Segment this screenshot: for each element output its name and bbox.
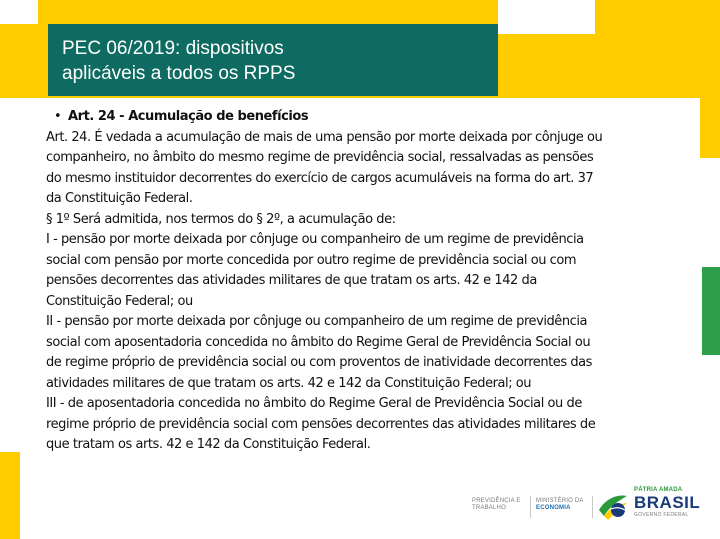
previdencia-line-2: TRABALHO — [472, 505, 506, 511]
body-line: da Constituição Federal. — [46, 191, 193, 206]
top-right-yellow-block — [595, 0, 720, 34]
body-line: do mesmo instituidor decorrentes do exercício de cargos acumuláveis na forma do art. 37 — [46, 170, 594, 186]
body-line: I - pensão por morte deixada por cônjuge ou companheiro de um regime de previdência — [46, 232, 584, 247]
patria-amada-text: PÁTRIA AMADA — [634, 487, 683, 493]
body-line: II - pensão por morte deixada por cônjuge ou companheiro de um regime de previdência — [46, 314, 588, 329]
body-line: social com aposentadoria concedida no âmbito do Regime Geral de Previdência Social ou — [46, 334, 591, 350]
body-line: regime próprio de previdência social com pensões decorrentes das atividades militares de — [46, 416, 596, 432]
footer-logos — [470, 484, 710, 528]
patria-amada-brasil-logo — [634, 486, 700, 519]
body-line: § 1º Será admitida, nos termos do § 2º, a acumulação de: — [46, 211, 396, 227]
heading-text: Art. 24 - Acumulação de benefícios — [68, 109, 309, 124]
body-line: que tratam os arts. 42 e 142 da Constituição Federal. — [46, 437, 371, 452]
logo-divider — [530, 496, 531, 518]
logo-divider — [592, 496, 593, 518]
ministerio-line-2: ECONOMIA — [536, 505, 571, 511]
top-left-white-block — [0, 0, 38, 24]
slide-title-line-2: aplicáveis a todos os RPPS — [62, 63, 296, 84]
right-yellow-bar — [700, 98, 720, 158]
slide-title-line-1: PEC 06/2019: dispositivos — [62, 38, 284, 59]
body-line: atividades militares de que tratam os arts. 42 e 142 da Constituição Federal; ou — [46, 375, 532, 391]
previdencia-line-1: PREVIDÊNCIA E — [472, 498, 521, 504]
governo-federal-text: GOVERNO FEDERAL — [634, 512, 689, 518]
slide-body-text — [46, 107, 696, 456]
slide-title-box — [48, 24, 498, 96]
previdencia-logo — [472, 498, 521, 512]
body-line: de regime próprio de previdência social ou com proventos de inatividade decorrentes das — [46, 355, 592, 370]
body-line: pensões decorrentes das atividades militares de que tratam os arts. 42 e 142 da — [46, 273, 537, 288]
brasil-text: BRASIL — [634, 493, 701, 512]
body-line: Art. 24. É vedada a acumulação de mais de uma pensão por morte deixada por cônjuge ou — [46, 129, 603, 145]
bottom-left-yellow-bar — [0, 452, 20, 539]
body-line: social com pensão por morte concedida por outro regime de previdência social ou com — [46, 252, 577, 268]
body-line: companheiro, no âmbito do mesmo regime de previdência social, ressalvadas as pensões — [46, 150, 594, 165]
bullet-marker: • — [54, 109, 62, 124]
ministerio-line-1: MINISTÉRIO DA — [536, 498, 584, 504]
right-green-bar — [702, 267, 720, 355]
bullet-heading — [46, 107, 696, 128]
brazil-flag-icon — [596, 488, 630, 522]
body-line: Constituição Federal; ou — [46, 293, 193, 309]
body-line: III - de aposentadoria concedida no âmbito do Regime Geral de Previdência Social ou de — [46, 396, 582, 411]
top-right-white-block — [498, 0, 595, 34]
ministerio-logo — [536, 498, 584, 512]
